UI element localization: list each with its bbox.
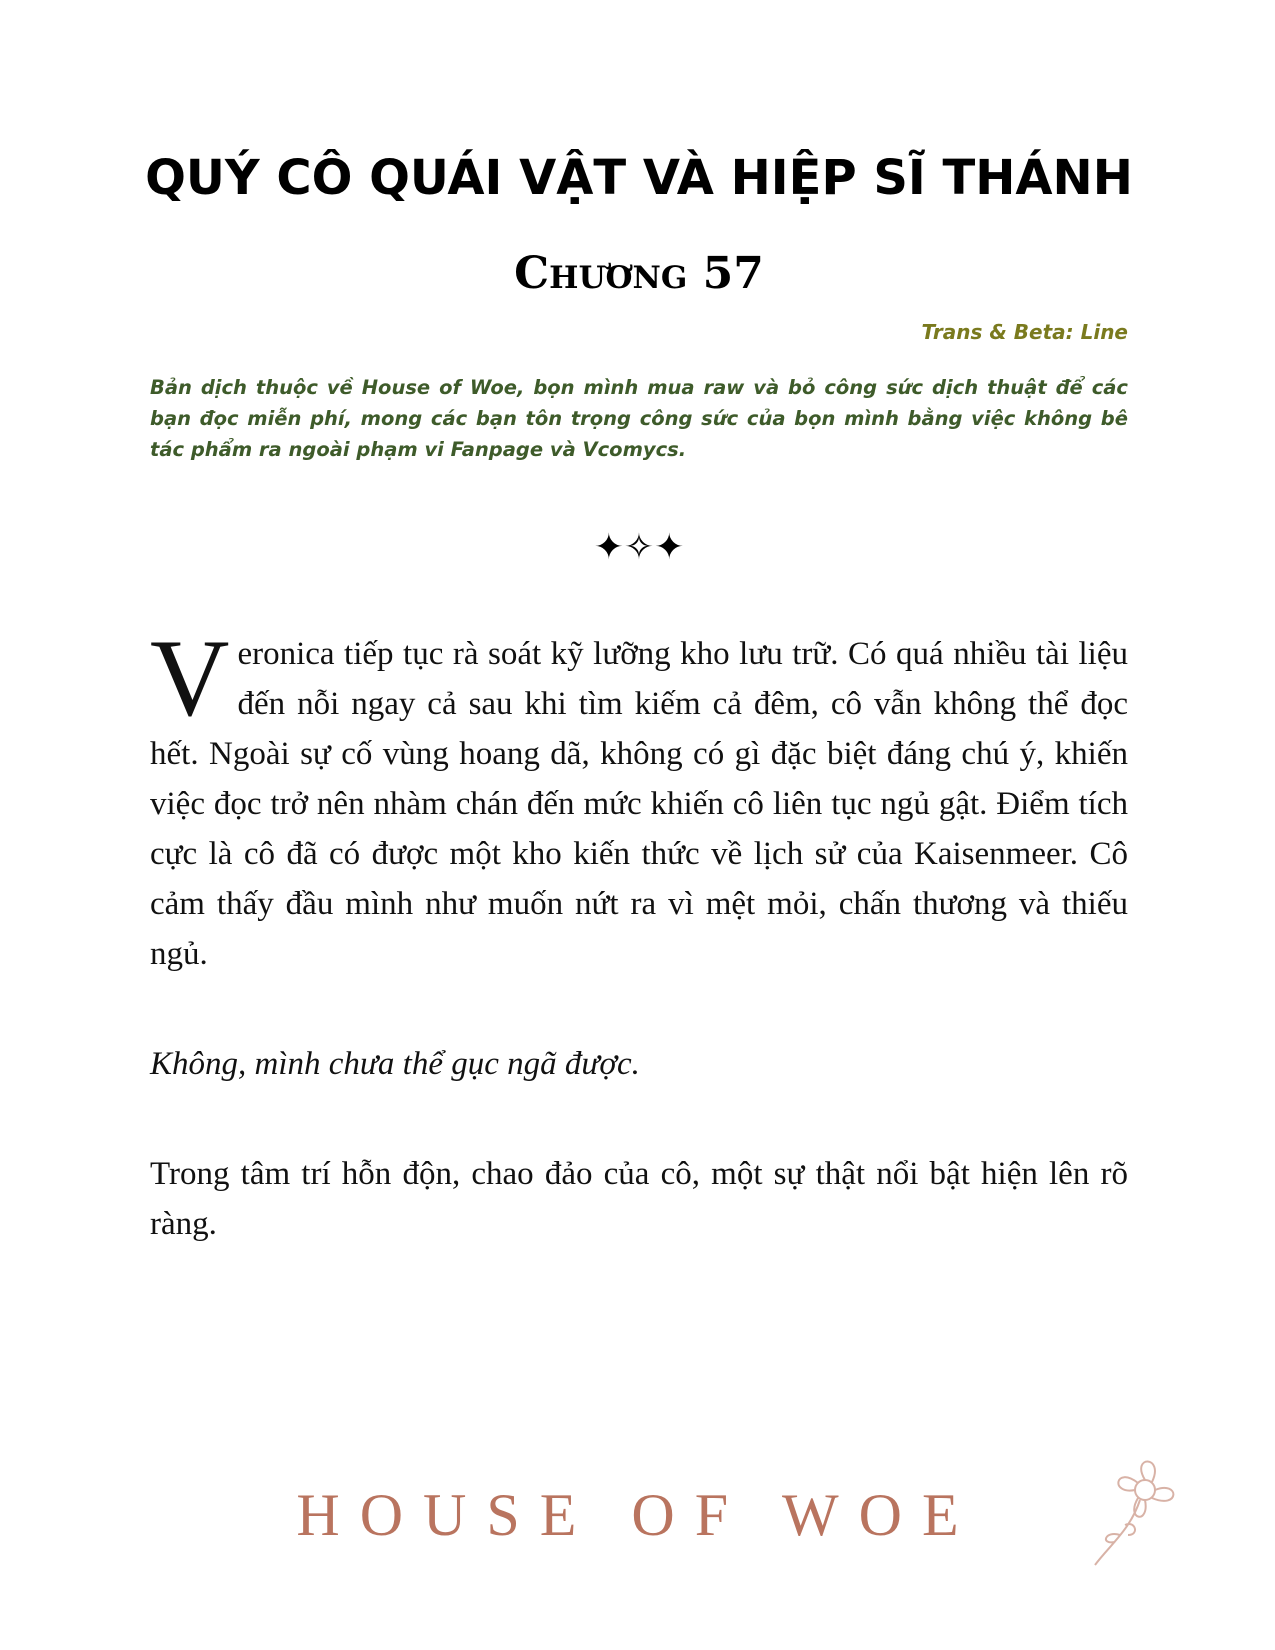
document-title: QUÝ CÔ QUÁI VẬT VÀ HIỆP SĨ THÁNH	[145, 150, 1133, 206]
document-body	[145, 148, 1133, 1249]
chapter-heading: Chương 57	[514, 248, 764, 299]
translator-credit: Trans & Beta: Line	[921, 320, 1128, 344]
flower-watermark-icon	[1080, 1450, 1200, 1570]
paragraph-1-text: eronica tiếp tục rà soát kỹ lưỡng kho lưu trữ. Có quá nhiều tài liệu đến nỗi ngay cả sau khi tìm kiếm cả đêm, cô vẫn không thể đọc hết. Ngoài sự cố vùng hoang dã, không có gì đặc biệt đáng chú ý, khiến việc đọc trở nên nhàm chán đến mức khiến cô liên tục ngủ gật. Điểm tích cực là cô đã có được một kho kiến thức về lịch sử của Kaisenmeer. Cô cảm thấy đầu mình như muốn nứt ra vì mệt mỏi, chấn thương và thiếu ngủ.	[150, 636, 1128, 972]
section-ornament: ✦✧✦	[593, 527, 685, 567]
copyright-notice: Bản dịch thuộc về House of Woe, bọn mình mua raw và bỏ công sức dịch thuật để các bạn đọc miễn phí, mong các bạn tôn trọng công sức của bọn mình bằng việc không bê tác phẩm ra ngoài phạm vi Fanpage và Vcomycs.	[150, 376, 1128, 461]
drop-cap: V	[150, 617, 230, 739]
paragraph-3: Trong tâm trí hỗn độn, chao đảo của cô, một sự thật nổi bật hiện lên rõ ràng.	[150, 1156, 1128, 1242]
paragraph-2-italic: Không, mình chưa thể gục ngã được.	[150, 1046, 640, 1082]
watermark: HOUSE OF WOE	[296, 1482, 979, 1548]
paragraph-1	[150, 617, 1128, 979]
